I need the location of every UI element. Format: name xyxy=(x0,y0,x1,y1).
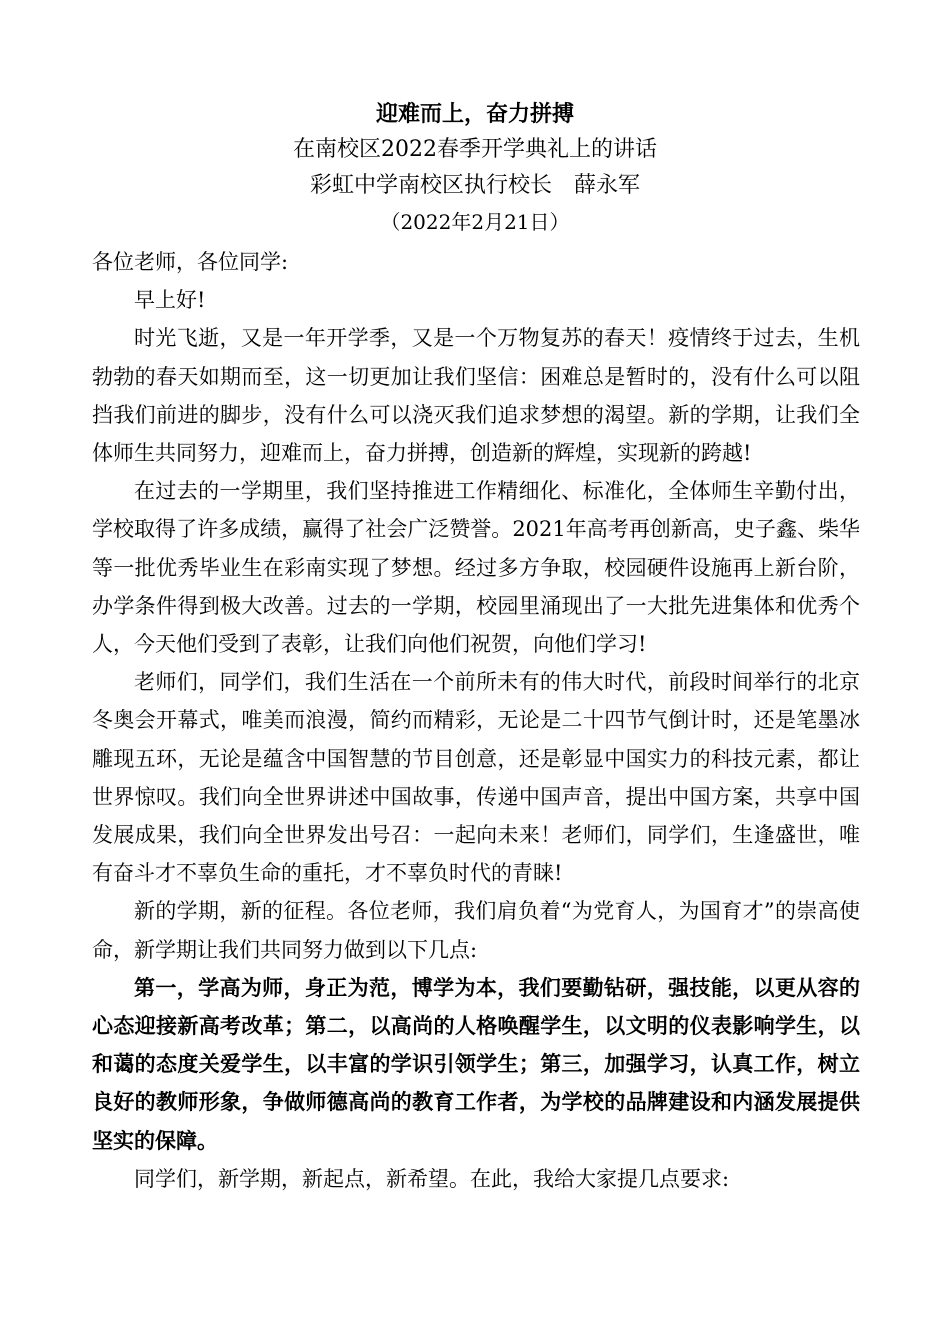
body-paragraph: 时光飞逝，又是一年开学季，又是一个万物复苏的春天！疫情终于过去，生机勃勃的春天如期而至，这一切更加让我们坚信：困难总是暂时的，没有什么可以阻挡我们前进的脚步，没有什么可以浇灭我们追求梦想的渴望。新的学期，让我们全体师生共同努力，迎难而上，奋力拼搏，创造新的辉煌，实现新的跨越! xyxy=(92,326,860,466)
body-paragraph: 同学们，新学期，新起点，新希望。在此，我给大家提几点要求: xyxy=(134,1166,730,1191)
body-paragraph: 在过去的一学期里，我们坚持推进工作精细化、标准化，全体师生辛勤付出，学校取得了许多成绩，赢得了社会广泛赞誉。2021年高考再创新高，史子鑫、柴华等一批优秀毕业生在彩南实现了梦想。经过多方争取，校园硬件设施再上新台阶，办学条件得到极大改善。过去的一学期，校园里涌现出了一大批先进集体和优秀个人，今天他们受到了表彰，让我们向他们祝贺，向他们学习! xyxy=(92,479,860,657)
document-body xyxy=(92,243,860,1198)
body-paragraph: 新的学期，新的征程。各位老师，我们肩负着“为党育人，为国育才”的崇高使命，新学期让我们共同努力做到以下几点: xyxy=(92,899,860,962)
document-date: （2022年2月21日） xyxy=(380,210,570,234)
salutation-paragraph: 各位老师，各位同学: xyxy=(92,250,289,274)
document-title: 迎难而上，奋力拼搏 xyxy=(375,101,574,127)
document-author: 彩虹中学南校区执行校长 薛永军 xyxy=(309,173,640,198)
bold-paragraph: 第一，学高为师，身正为范，博学为本，我们要勤钻研，强技能，以更从容的心态迎接新高考改革；第二，以高尚的人格唤醒学生，以文明的仪表影响学生，以和蔼的态度关爱学生，以丰富的学识引领学生；第三，加强学习，认真工作，树立良好的教师形象，争做师德高尚的教育工作者，为学校的品牌建设和内涵发展提供坚实的保障。 xyxy=(92,974,860,1153)
document-subtitle: 在南校区2022春季开学典礼上的讲话 xyxy=(293,137,657,162)
body-paragraph: 老师们，同学们，我们生活在一个前所未有的伟大时代，前段时间举行的北京冬奥会开幕式，唯美而浪漫，简约而精彩，无论是二十四节气倒计时，还是笔墨冰雕现五环，无论是蕴含中国智慧的节目创意，还是彰显中国实力的科技元素，都让世界惊叹。我们向全世界讲述中国故事，传递中国声音，提出中国方案，共享中国发展成果，我们向全世界发出号召：一起向未来！老师们，同学们，生逢盛世，唯有奋斗才不辜负生命的重托，才不辜负时代的青睐! xyxy=(92,670,860,886)
greeting-paragraph: 早上好! xyxy=(134,288,206,313)
